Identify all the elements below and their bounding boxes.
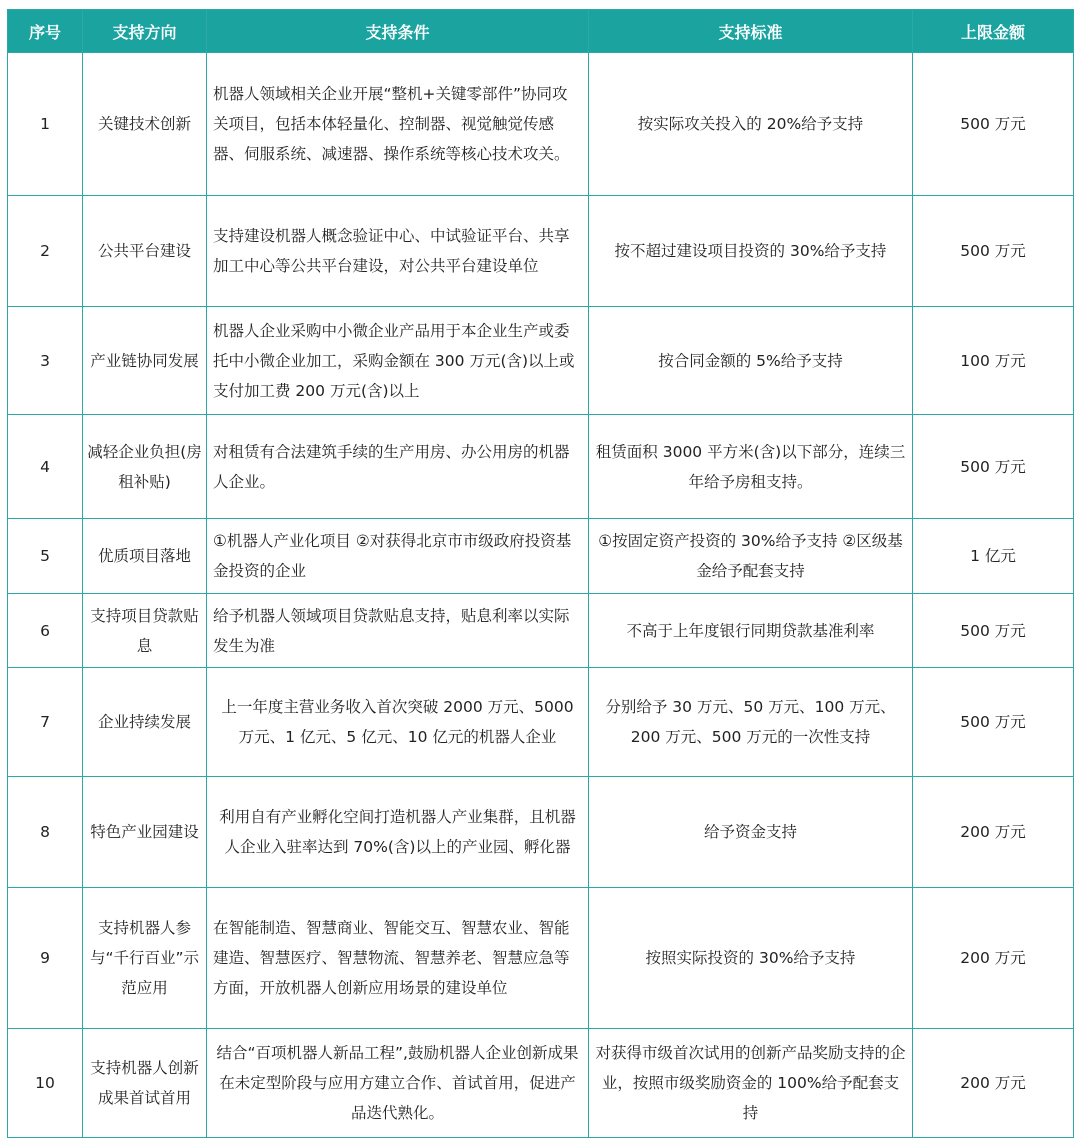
cell-no: 5 [8,519,83,594]
cell-standard: 按照实际投资的 30%给予支持 [589,888,913,1029]
cell-standard: ①按固定资产投资的 30%给予支持 ②区级基金给予配套支持 [589,519,913,594]
cell-limit: 500 万元 [913,53,1074,196]
cell-limit: 500 万元 [913,415,1074,519]
cell-limit: 500 万元 [913,196,1074,307]
header-direction: 支持方向 [83,10,207,53]
cell-condition: 支持建设机器人概念验证中心、中试验证平台、共享加工中心等公共平台建设，对公共平台建设单位 [207,196,589,307]
cell-limit: 100 万元 [913,307,1074,415]
cell-condition: 结合“百项机器人新品工程”,鼓励机器人企业创新成果在未定型阶段与应用方建立合作、首试首用，促进产品迭代熟化。 [207,1029,589,1138]
cell-no: 1 [8,53,83,196]
cell-standard: 分别给予 30 万元、50 万元、100 万元、200 万元、500 万元的一次性支持 [589,668,913,777]
table-header-row [8,10,1074,53]
table-row [8,777,1074,888]
cell-direction: 优质项目落地 [83,519,207,594]
cell-condition: 对租赁有合法建筑手续的生产用房、办公用房的机器人企业。 [207,415,589,519]
cell-condition: ①机器人产业化项目 ②对获得北京市市级政府投资基金投资的企业 [207,519,589,594]
table-row [8,307,1074,415]
table-row [8,668,1074,777]
table-row [8,594,1074,668]
cell-direction: 减轻企业负担(房租补贴) [83,415,207,519]
cell-limit: 200 万元 [913,888,1074,1029]
cell-no: 9 [8,888,83,1029]
cell-direction: 产业链协同发展 [83,307,207,415]
table-row [8,53,1074,196]
header-limit: 上限金额 [913,10,1074,53]
cell-no: 8 [8,777,83,888]
cell-direction: 公共平台建设 [83,196,207,307]
table-row [8,1029,1074,1138]
cell-no: 2 [8,196,83,307]
cell-direction: 支持机器人创新成果首试首用 [83,1029,207,1138]
policy-table [7,9,1074,1138]
cell-limit: 500 万元 [913,668,1074,777]
cell-no: 4 [8,415,83,519]
cell-condition: 机器人企业采购中小微企业产品用于本企业生产或委托中小微企业加工，采购金额在 300 万元(含)以上或支付加工费 200 万元(含)以上 [207,307,589,415]
policy-table-wrapper [7,9,1073,1138]
table-row [8,519,1074,594]
cell-no: 3 [8,307,83,415]
cell-no: 6 [8,594,83,668]
cell-condition: 利用自有产业孵化空间打造机器人产业集群，且机器人企业入驻率达到 70%(含)以上的产业园、孵化器 [207,777,589,888]
cell-no: 7 [8,668,83,777]
cell-standard: 按实际攻关投入的 20%给予支持 [589,53,913,196]
table-row [8,415,1074,519]
header-standard: 支持标准 [589,10,913,53]
table-row [8,196,1074,307]
cell-direction: 特色产业园建设 [83,777,207,888]
header-no: 序号 [8,10,83,53]
cell-standard: 按合同金额的 5%给予支持 [589,307,913,415]
cell-direction: 支持机器人参与“千行百业”示范应用 [83,888,207,1029]
cell-direction: 支持项目贷款贴息 [83,594,207,668]
cell-standard: 按不超过建设项目投资的 30%给予支持 [589,196,913,307]
table-row [8,888,1074,1029]
cell-limit: 200 万元 [913,1029,1074,1138]
cell-limit: 1 亿元 [913,519,1074,594]
cell-condition: 给予机器人领域项目贷款贴息支持，贴息利率以实际发生为准 [207,594,589,668]
cell-limit: 200 万元 [913,777,1074,888]
cell-condition: 在智能制造、智慧商业、智能交互、智慧农业、智能建造、智慧医疗、智慧物流、智慧养老、智慧应急等方面，开放机器人创新应用场景的建设单位 [207,888,589,1029]
cell-condition: 机器人领域相关企业开展“整机+关键零部件”协同攻关项目，包括本体轻量化、控制器、视觉触觉传感器、伺服系统、减速器、操作系统等核心技术攻关。 [207,53,589,196]
cell-standard: 对获得市级首次试用的创新产品奖励支持的企业，按照市级奖励资金的 100%给予配套支持 [589,1029,913,1138]
cell-no: 10 [8,1029,83,1138]
header-condition: 支持条件 [207,10,589,53]
cell-condition: 上一年度主营业务收入首次突破 2000 万元、5000 万元、1 亿元、5 亿元、10 亿元的机器人企业 [207,668,589,777]
cell-direction: 企业持续发展 [83,668,207,777]
cell-standard: 给予资金支持 [589,777,913,888]
cell-direction: 关键技术创新 [83,53,207,196]
cell-standard: 租赁面积 3000 平方米(含)以下部分，连续三年给予房租支持。 [589,415,913,519]
cell-standard: 不高于上年度银行同期贷款基准利率 [589,594,913,668]
cell-limit: 500 万元 [913,594,1074,668]
